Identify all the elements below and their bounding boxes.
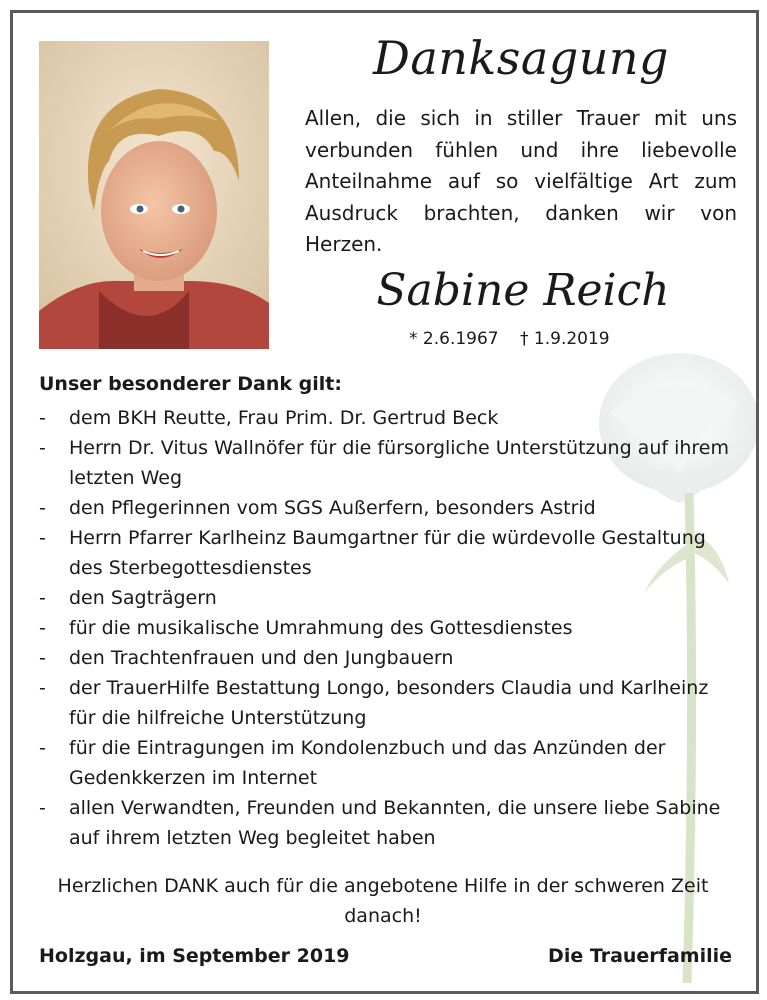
list-item bbox=[39, 793, 739, 853]
list-dash: - bbox=[39, 797, 46, 819]
list-item bbox=[39, 433, 739, 493]
list-dash: - bbox=[39, 587, 46, 609]
list-item bbox=[39, 673, 739, 733]
list-item bbox=[39, 733, 739, 793]
list-dash: - bbox=[39, 617, 46, 639]
portrait-image bbox=[39, 41, 269, 349]
list-item-text: allen Verwandten, Freunden und Bekannten, die unsere liebe Sabine auf ihrem letzten Weg begleitet haben bbox=[69, 797, 721, 849]
deceased-name: Sabine Reich bbox=[376, 265, 670, 316]
list-item bbox=[39, 643, 739, 673]
list-item-text: den Trachtenfrauen und den Jungbauern bbox=[69, 647, 454, 669]
list-item bbox=[39, 403, 739, 433]
list-item bbox=[39, 523, 739, 583]
list-dash: - bbox=[39, 737, 46, 759]
list-item-text: Herrn Pfarrer Karlheinz Baumgartner für die würdevolle Gestaltung des Sterbegottesdienstes bbox=[69, 527, 706, 579]
place-date: Holzgau, im September 2019 bbox=[39, 945, 350, 967]
list-dash: - bbox=[39, 647, 46, 669]
list-dash: - bbox=[39, 437, 46, 459]
closing-text: Herzlichen DANK auch für die angebotene Hilfe in der schweren Zeit danach! bbox=[57, 875, 709, 927]
signature: Die Trauerfamilie bbox=[548, 945, 732, 967]
list-item-text: den Sagträgern bbox=[69, 587, 217, 609]
portrait-photo bbox=[39, 41, 269, 349]
list-item-text: Herrn Dr. Vitus Wallnöfer für die fürsorgliche Unterstützung auf ihrem letzten Weg bbox=[69, 437, 729, 489]
list-item-text: dem BKH Reutte, Frau Prim. Dr. Gertrud Beck bbox=[69, 407, 499, 429]
thanks-list bbox=[39, 403, 739, 853]
birth-date: * 2.6.1967 bbox=[409, 329, 499, 349]
list-item bbox=[39, 493, 739, 523]
list-item bbox=[39, 583, 739, 613]
death-date: † 1.9.2019 bbox=[520, 329, 610, 349]
list-dash: - bbox=[39, 407, 46, 429]
page-title: Danksagung bbox=[373, 31, 669, 85]
life-dates bbox=[409, 329, 626, 349]
list-dash: - bbox=[39, 677, 46, 699]
list-item-text: den Pflegerinnen vom SGS Außerfern, besonders Astrid bbox=[69, 497, 596, 519]
intro-text: Allen, die sich in stiller Trauer mit uns verbunden fühlen und ihre liebevolle Anteilnahme auf so vielfältige Art zum Ausdruck brachten, danken wir von Herzen. bbox=[305, 106, 737, 256]
list-item-text: für die musikalische Umrahmung des Gottesdienstes bbox=[69, 617, 573, 639]
list-item-text: für die Eintragungen im Kondolenzbuch und das Anzünden der Gedenkkerzen im Internet bbox=[69, 737, 666, 789]
list-dash: - bbox=[39, 497, 46, 519]
list-item bbox=[39, 613, 739, 643]
list-dash: - bbox=[39, 527, 46, 549]
thanks-heading: Unser besonderer Dank gilt: bbox=[39, 373, 342, 395]
obituary-card bbox=[10, 10, 759, 994]
list-item-text: der TrauerHilfe Bestattung Longo, besonders Claudia und Karlheinz für die hilfreiche Unterstützung bbox=[69, 677, 709, 729]
